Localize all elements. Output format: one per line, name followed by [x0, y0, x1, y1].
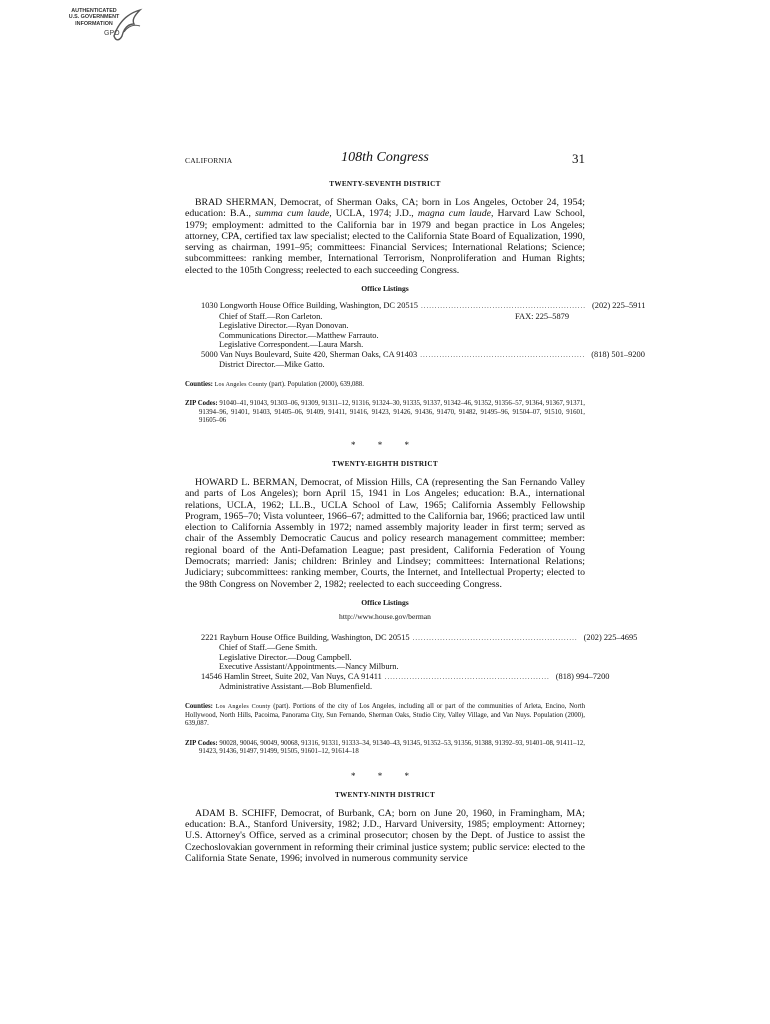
page-number: 31	[572, 151, 585, 166]
biography-sherman: BRAD SHERMAN, Democrat, of Sherman Oaks, CA; born in Los Angeles, October 24, 1954; education: B.A., summa cum laude, UCLA, 1974; J.D., magna cum laude, Harvard Law School, 1979; employment: admitted to the California bar in 1979 and began practice in Los Angeles; attorney, CPA, certified tax law specialist; elected to the California State Board of Equalization, 1990, serving as chairman, 1991–95; committees: Financial Services; International Relations; Science; subcommittees: ranking member, International Terrorism, Nonproliferation and Human Rights; elected to the 105th Congress; reelected to each succeeding Congress.	[185, 197, 586, 276]
listing-row: 2221 Rayburn House Office Building, Washington, DC 20515 ............................................................ (202) 225–4695	[201, 632, 638, 642]
biography-berman: HOWARD L. BERMAN, Democrat, of Mission Hills, CA (representing the San Fernando Valley and parts of Los Angeles); born April 15, 1941 in Los Angeles; education: B.A., international relations, UCLA, 1962; LL.B., UCLA School of Law, 1965; California Assembly Fellowship Program, 1965–70; Vista volunteer, 1966–67; admitted to the California bar, 1966; practiced law until election to California Assembly in 1972; named assembly majority leader in first term; served as chair of the Assembly Democratic Caucus and policy research management committee; member: regional board of the Anti-Defamation League; past president, California Federation of Young Democrats; married: Janis; children: Brinley and Lindsey; committees: International Relations; Judiciary; subcommittees: ranking member, Courts, the Internet, and Intellectual Property; elected to the 98th Congress on November 2, 1982; reelected to each succeeding Congress.	[185, 476, 585, 590]
listing-row: Legislative Correspondent.—Laura Marsh.	[219, 340, 364, 350]
document-page	[185, 150, 646, 865]
counties-28: Counties: Los Angeles County (part). Portions of the city of Los Angeles, including all or part of the communities of Arleta, Encino, North Hollywood, North Hills, Pacoima, Panorama City, Sun Fernando, Sherman Oaks, Studio City, Valley Village, and Van Nuys. Population (2000), 639,087.	[185, 702, 585, 728]
listing-row: 14546 Hamlin Street, Suite 202, Van Nuys, CA 91411 ............................................................ (818) 994–7200	[201, 671, 610, 681]
congress-title: 108th Congress	[341, 150, 429, 165]
district-heading-29: TWENTY-NINTH DISTRICT	[334, 790, 436, 799]
gpo-authentication-logo	[62, 6, 146, 50]
state-name: CALIFORNIA	[185, 156, 233, 165]
zip-codes-28: ZIP Codes: 90028, 90046, 90049, 90068, 91316, 91331, 91333–34, 91340–43, 91345, 91352–53, 91356, 91388, 91392–93, 91401–08, 91411–12, 91423, 91436, 91497, 91499, 91505, 91601–12, 91614–18	[185, 739, 585, 756]
office-listings-28	[201, 632, 638, 692]
listing-row: Legislative Director.—Doug Campbell.	[219, 652, 352, 662]
listing-row: Chief of Staff.—Gene Smith.	[219, 643, 318, 653]
listing-row: Administrative Assistant.—Bob Blumenfield.	[219, 682, 373, 692]
zip-codes-27: ZIP Codes: 91040–41, 91043, 91303–06, 91309, 91311–12, 91316, 91324–30, 91335, 91337, 91342–46, 91352, 91356–57, 91364, 91367, 91371, 91394–96, 91401, 91403, 91405–06, 91409, 91411, 91416, 91423, 91426, 91436, 91470, 91482, 91495–96, 91504–07, 91510, 91601, 91605–06	[185, 400, 585, 425]
section-separator: * * *	[351, 439, 419, 450]
district-heading-27: TWENTY-SEVENTH DISTRICT	[329, 180, 441, 188]
running-header	[185, 150, 585, 170]
office-listings-heading-28: Office Listings	[361, 597, 409, 607]
eagle-icon	[110, 6, 146, 46]
counties-27: Counties: Los Angeles County (part). Population (2000), 639,088.	[185, 380, 364, 388]
website-link[interactable]: http://www.house.gov/berman	[339, 611, 431, 621]
office-listings-27	[201, 301, 646, 370]
listing-row: Chief of Staff.—Ron Carleton. FAX: 225–5879	[219, 311, 570, 321]
listing-row: 1030 Longworth House Office Building, Washington, DC 20515 ............................................................ (202) 225–5911	[201, 301, 646, 311]
biography-schiff: ADAM B. SCHIFF, Democrat, of Burbank, CA; born on June 20, 1960, in Framingham, MA; education: B.A., Stanford University, 1982; J.D., Harvard University, 1985; employment: Attorney; U.S. Attorney's Office, served as a criminal prosecutor; chosen by the Dept. of Justice to assist the Czechoslovakian government in reforming their criminal justice system; public service: elected to the California State Senate, 1996; involved in numerous community service	[185, 807, 585, 865]
listing-row: Communications Director.—Matthew Farrauto.	[219, 330, 379, 340]
office-listings-heading-27: Office Listings	[361, 284, 409, 294]
listing-row: District Director.—Mike Gatto.	[219, 360, 325, 370]
logo-text: AUTHENTICATED U.S. GOVERNMENT INFORMATION	[68, 8, 120, 27]
section-separator: * * *	[351, 770, 419, 781]
district-heading-28: TWENTY-EIGHTH DISTRICT	[332, 459, 438, 468]
gpo-label: GPO	[104, 30, 120, 37]
listing-row: Legislative Director.—Ryan Donovan.	[219, 321, 349, 331]
listing-row: 5000 Van Nuys Boulevard, Suite 420, Sherman Oaks, CA 91403 ............................................................ (818) 501–9200	[201, 349, 645, 359]
listing-row: Executive Assistant/Appointments.—Nancy Milburn.	[219, 662, 399, 672]
